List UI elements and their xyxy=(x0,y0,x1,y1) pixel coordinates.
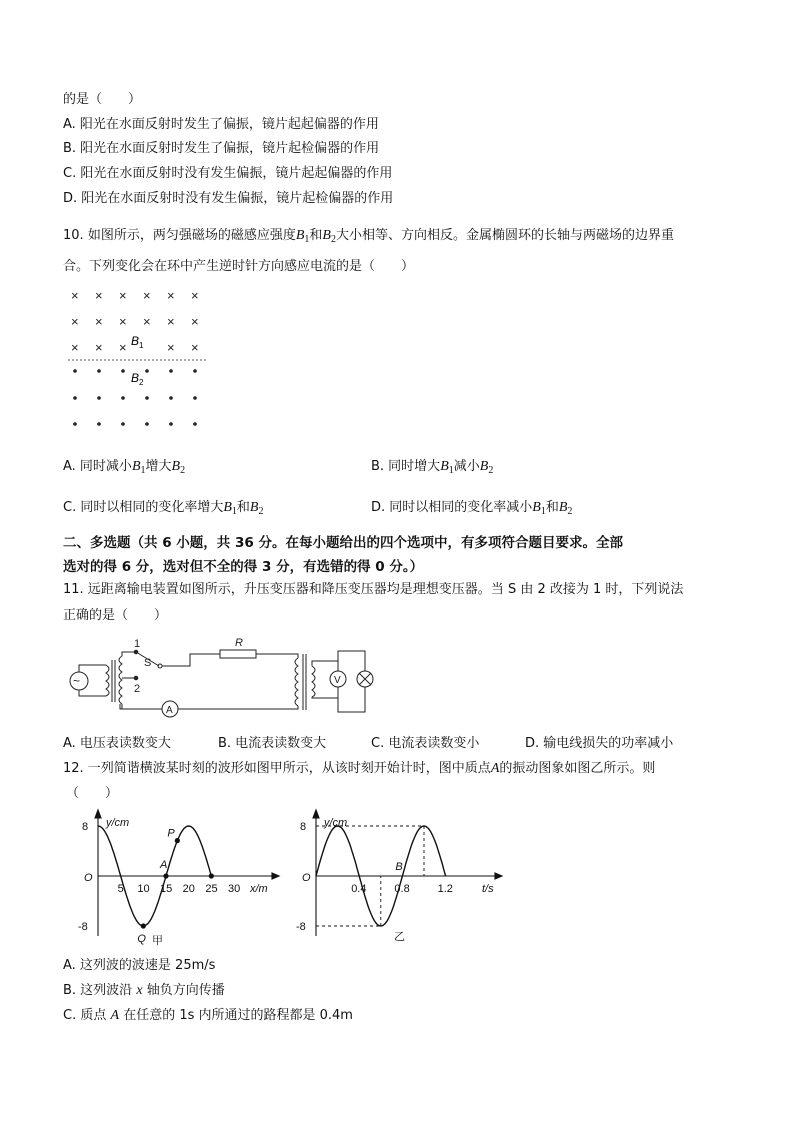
section2-heading-line1: 二、多选题（共 6 小题，共 36 分。在每小题给出的四个选项中，有多项符合题目要求。全部 xyxy=(63,535,623,551)
field-dot xyxy=(121,396,125,400)
field-dot xyxy=(169,369,173,373)
stepdown-primary-coil xyxy=(295,658,298,706)
q10-option-b: B. 同时增大$B_1$减小$B_2$ xyxy=(371,459,494,476)
q12-option-a: A. 这列波的波速是 25m/s xyxy=(63,958,216,973)
q12-option-c: C. 质点 A 在任意的 1s 内所通过的路程都是 0.4m xyxy=(63,1008,353,1023)
svg-text:~: ~ xyxy=(73,674,81,688)
field-dot xyxy=(121,422,125,426)
q11-option-c: C. 电流表读数变小 xyxy=(371,736,480,751)
yi-ytick-label: -8 xyxy=(296,921,306,933)
jia-ytick-label: -8 xyxy=(78,921,88,933)
field-cross: × xyxy=(167,314,175,329)
q10-option-a: A. 同时减小$B_1$增大$B_2$ xyxy=(63,459,186,476)
q11-stem-line1: 11. 远距离输电装置如图所示，升压变压器和降压变压器均是理想变压器。当 S 由 2 改接为 1 时，下列说法 xyxy=(63,582,684,597)
yi-ylabel: y/cm xyxy=(324,817,348,829)
field-cross: × xyxy=(191,288,199,303)
jia-ylabel: y/cm xyxy=(106,817,130,829)
field-dot xyxy=(145,369,149,373)
q10-option-d: D. 同时以相同的变化率减小$B_1$和$B_2$ xyxy=(371,500,573,517)
jia-point-label: Q xyxy=(137,933,146,945)
field-cross: × xyxy=(119,340,127,355)
q12-stem-line1: 12. 一列简谐横波某时刻的波形如图甲所示，从该时刻开始计时，图中质点A的振动图象如图乙所示。则 xyxy=(63,761,656,776)
field-dot xyxy=(145,396,149,400)
field-cross: × xyxy=(191,314,199,329)
q10-magnetic-field-figure xyxy=(60,283,220,433)
field-dot xyxy=(193,369,197,373)
svg-text:1: 1 xyxy=(134,638,141,650)
field-dot xyxy=(193,422,197,426)
resistor-r xyxy=(220,650,256,658)
svg-text:2: 2 xyxy=(134,683,141,695)
jia-point-q xyxy=(141,923,146,928)
svg-text:S: S xyxy=(144,657,152,669)
field-cross: × xyxy=(71,314,79,329)
field-cross: × xyxy=(191,340,199,355)
field-dot xyxy=(97,369,101,373)
field-cross: × xyxy=(119,288,127,303)
field-cross: × xyxy=(143,314,151,329)
yi-xtick-label: 0.8 xyxy=(394,883,410,895)
q9-option-d: D. 阳光在水面反射时没有发生偏振，镜片起检偏器的作用 xyxy=(63,191,394,206)
yi-xtick-label: 1.2 xyxy=(437,883,453,895)
q10-stem-line1: 10. 如图所示，两匀强磁场的磁感应强度$B_1$和$B_2$大小相等、方向相反。金属椭圆环的长轴与两磁场的边界重 xyxy=(63,228,674,245)
field-cross: × xyxy=(167,288,175,303)
yi-point-label: B xyxy=(395,861,403,873)
field-cross: × xyxy=(95,340,103,355)
field-dot xyxy=(73,422,77,426)
field-dot xyxy=(97,422,101,426)
field-cross: × xyxy=(95,288,103,303)
q11-option-d: D. 输电线损失的功率减小 xyxy=(525,736,674,751)
field-cross: × xyxy=(119,314,127,329)
jia-point-a xyxy=(163,873,168,878)
q10-option-c: C. 同时以相同的变化率增大$B_1$和$B_2$ xyxy=(63,500,264,517)
q11-option-b: B. 电流表读数变大 xyxy=(218,736,327,751)
q12-option-b: B. 这列波沿 x 轴负方向传播 xyxy=(63,983,225,998)
jia-xtick-label: 30 xyxy=(228,883,241,895)
jia-xtick-label: 5 xyxy=(117,883,124,895)
q12-vibration-graph-yi xyxy=(290,806,510,942)
svg-text:A: A xyxy=(166,705,173,716)
label-b2: $B_2$ xyxy=(131,371,144,387)
svg-text:V: V xyxy=(334,675,341,686)
jia-ytick-label: 8 xyxy=(82,821,89,833)
q9-option-c: C. 阳光在水面反射时没有发生偏振，镜片起起偏器的作用 xyxy=(63,166,393,181)
jia-xtick-label: 25 xyxy=(205,883,218,895)
jia-point-end xyxy=(209,873,214,878)
section2-heading-line2: 选对的得 6 分，选对但不全的得 3 分，有选错的得 0 分。） xyxy=(63,559,424,575)
field-cross: × xyxy=(167,340,175,355)
q11-stem-line2: 正确的是（ ） xyxy=(63,608,168,623)
jia-xtick-label: 15 xyxy=(160,883,173,895)
yi-xlabel: t/s xyxy=(482,883,494,895)
jia-xlabel: x/m xyxy=(250,883,268,895)
jia-point-label: P xyxy=(167,827,175,840)
svg-text:R: R xyxy=(235,637,243,649)
yi-xtick-label: 0.4 xyxy=(351,883,367,895)
q10-stem-line2: 合。下列变化会在环中产生逆时针方向感应电流的是（ ） xyxy=(63,259,415,274)
field-cross: × xyxy=(71,288,79,303)
q9-stem-tail: 的是（ ） xyxy=(63,92,142,107)
label-b1: $B_1$ xyxy=(131,334,144,350)
field-dot xyxy=(145,422,149,426)
q9-option-a: A. 阳光在水面反射时发生了偏振，镜片起起偏器的作用 xyxy=(63,117,379,132)
q11-circuit-figure xyxy=(60,632,390,718)
jia-origin: O xyxy=(84,872,93,884)
jia-title: 甲 xyxy=(152,935,163,947)
yi-ytick-label: 8 xyxy=(300,821,307,833)
q9-option-b: B. 阳光在水面反射时发生了偏振，镜片起检偏器的作用 xyxy=(63,141,380,156)
yi-title: 乙 xyxy=(394,931,405,942)
field-dot xyxy=(169,396,173,400)
stepup-primary-coil xyxy=(106,665,109,696)
field-cross: × xyxy=(95,314,103,329)
field-dot xyxy=(121,369,125,373)
field-cross: × xyxy=(71,340,79,355)
field-dot xyxy=(193,396,197,400)
stepdown-secondary-coil xyxy=(312,666,315,697)
stepup-secondary-coil xyxy=(119,656,122,704)
field-cross: × xyxy=(143,288,151,303)
field-dot xyxy=(73,369,77,373)
q11-option-a: A. 电压表读数变大 xyxy=(63,736,171,751)
jia-xtick-label: 10 xyxy=(137,883,150,895)
jia-point-p xyxy=(175,838,180,843)
jia-point-label: A xyxy=(160,859,168,871)
q12-stem-line2: （ ） xyxy=(66,786,119,801)
jia-xtick-label: 20 xyxy=(182,883,195,895)
field-dot xyxy=(97,396,101,400)
yi-origin: O xyxy=(302,872,311,884)
field-dot xyxy=(169,422,173,426)
q12-wave-graph-jia xyxy=(72,806,282,950)
field-dot xyxy=(73,396,77,400)
